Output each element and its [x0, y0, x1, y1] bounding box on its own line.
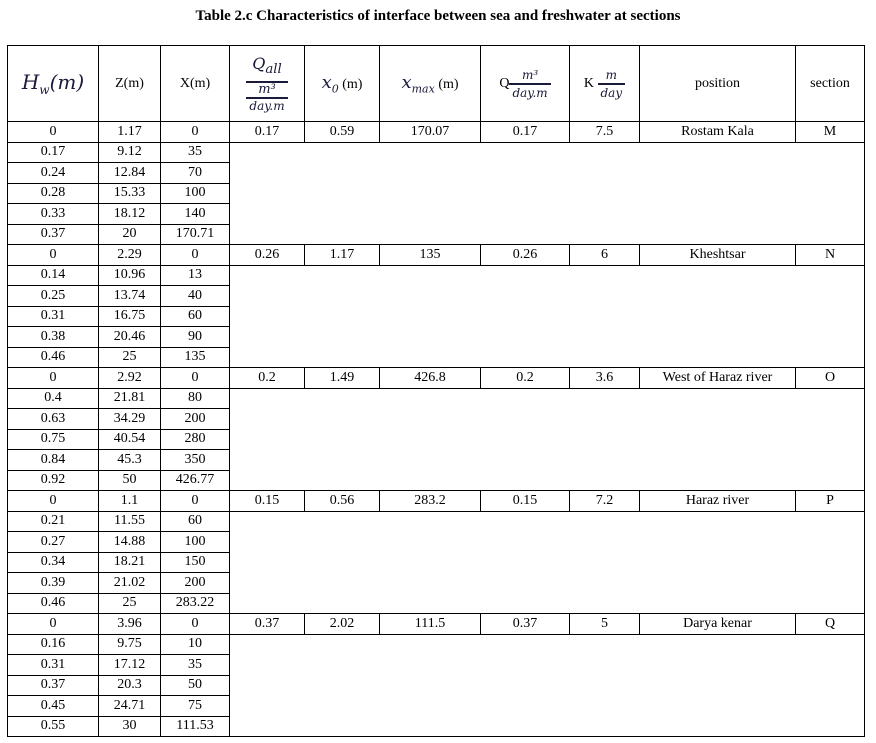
cell-z: 17.12 — [99, 655, 161, 676]
cell-x: 35 — [161, 142, 230, 163]
cell-section: O — [796, 368, 865, 389]
cell-z: 25 — [99, 347, 161, 368]
cell-x: 90 — [161, 327, 230, 348]
cell-x: 50 — [161, 675, 230, 696]
cell-x0: 2.02 — [305, 614, 380, 635]
cell-x: 0 — [161, 491, 230, 512]
table-row — [8, 368, 865, 389]
cell-x: 350 — [161, 450, 230, 471]
cell-x: 70 — [161, 163, 230, 184]
table-row — [8, 142, 865, 163]
cell-x: 280 — [161, 429, 230, 450]
cell-hw: 0.46 — [8, 347, 99, 368]
header-z: Z(m) — [99, 46, 161, 122]
cell-x: 283.22 — [161, 593, 230, 614]
table-row — [8, 245, 865, 266]
cell-x: 100 — [161, 532, 230, 553]
header-k: K $\frac{m}{\text{day}}$ — [570, 46, 640, 122]
cell-hw: 0.84 — [8, 450, 99, 471]
cell-section: P — [796, 491, 865, 512]
header-section: section — [796, 46, 865, 122]
table-row — [8, 511, 865, 532]
blank-cell — [230, 142, 865, 245]
cell-hw: 0.75 — [8, 429, 99, 450]
cell-x: 200 — [161, 573, 230, 594]
cell-z: 30 — [99, 716, 161, 737]
table-row — [8, 634, 865, 655]
cell-qall: 0.26 — [230, 245, 305, 266]
cell-x: 60 — [161, 306, 230, 327]
cell-z: 50 — [99, 470, 161, 491]
cell-hw: 0.27 — [8, 532, 99, 553]
cell-qall: 0.2 — [230, 368, 305, 389]
cell-hw: 0.63 — [8, 409, 99, 430]
cell-z: 20.3 — [99, 675, 161, 696]
cell-position: Kheshtsar — [640, 245, 796, 266]
characteristics-table — [7, 45, 865, 737]
table-row — [8, 265, 865, 286]
cell-x: 170.71 — [161, 224, 230, 245]
cell-hw: 0.39 — [8, 573, 99, 594]
cell-z: 9.75 — [99, 634, 161, 655]
cell-x: 0 — [161, 368, 230, 389]
cell-hw: 0.14 — [8, 265, 99, 286]
cell-hw: 0.16 — [8, 634, 99, 655]
cell-q: 0.37 — [481, 614, 570, 635]
cell-k: 3.6 — [570, 368, 640, 389]
table-row — [8, 491, 865, 512]
cell-x: 140 — [161, 204, 230, 225]
cell-z: 25 — [99, 593, 161, 614]
cell-x: 13 — [161, 265, 230, 286]
cell-hw: 0 — [8, 122, 99, 143]
cell-x: 0 — [161, 122, 230, 143]
cell-section: M — [796, 122, 865, 143]
cell-k: 7.2 — [570, 491, 640, 512]
cell-hw: 0.4 — [8, 388, 99, 409]
cell-z: 20.46 — [99, 327, 161, 348]
header-x0: $x_0$ (m) — [305, 46, 380, 122]
cell-hw: 0.17 — [8, 142, 99, 163]
cell-xmax: 135 — [380, 245, 481, 266]
cell-position: Rostam Kala — [640, 122, 796, 143]
cell-hw: 0.33 — [8, 204, 99, 225]
cell-qall: 0.17 — [230, 122, 305, 143]
cell-hw: 0.24 — [8, 163, 99, 184]
cell-hw: 0 — [8, 491, 99, 512]
cell-z: 12.84 — [99, 163, 161, 184]
cell-z: 13.74 — [99, 286, 161, 307]
cell-position: West of Haraz river — [640, 368, 796, 389]
cell-position: Darya kenar — [640, 614, 796, 635]
cell-z: 3.96 — [99, 614, 161, 635]
cell-hw: 0.28 — [8, 183, 99, 204]
table-body — [8, 122, 865, 737]
cell-z: 18.12 — [99, 204, 161, 225]
cell-q: 0.17 — [481, 122, 570, 143]
cell-x0: 0.56 — [305, 491, 380, 512]
cell-z: 11.55 — [99, 511, 161, 532]
cell-hw: 0 — [8, 614, 99, 635]
cell-x: 80 — [161, 388, 230, 409]
cell-x: 150 — [161, 552, 230, 573]
cell-hw: 0.55 — [8, 716, 99, 737]
cell-x: 200 — [161, 409, 230, 430]
cell-section: Q — [796, 614, 865, 635]
cell-x0: 1.17 — [305, 245, 380, 266]
cell-k: 6 — [570, 245, 640, 266]
cell-z: 2.92 — [99, 368, 161, 389]
cell-qall: 0.15 — [230, 491, 305, 512]
cell-xmax: 170.07 — [380, 122, 481, 143]
header-x: X(m) — [161, 46, 230, 122]
table-row — [8, 614, 865, 635]
cell-hw: 0.31 — [8, 306, 99, 327]
cell-hw: 0.46 — [8, 593, 99, 614]
cell-hw: 0 — [8, 245, 99, 266]
header-q: Q $\frac{\text{m³}}{\text{day.m}}$ — [481, 46, 570, 122]
table-row — [8, 388, 865, 409]
cell-section: N — [796, 245, 865, 266]
cell-z: 21.81 — [99, 388, 161, 409]
cell-z: 18.21 — [99, 552, 161, 573]
header-xmax: $x_{max}$ (m) — [380, 46, 481, 122]
cell-x: 0 — [161, 245, 230, 266]
blank-cell — [230, 634, 865, 737]
cell-z: 1.1 — [99, 491, 161, 512]
cell-x: 35 — [161, 655, 230, 676]
table-caption: Table 2.c Characteristics of interface between sea and freshwater at sections — [195, 8, 681, 24]
cell-x: 10 — [161, 634, 230, 655]
cell-xmax: 283.2 — [380, 491, 481, 512]
cell-x0: 1.49 — [305, 368, 380, 389]
cell-k: 5 — [570, 614, 640, 635]
cell-x: 40 — [161, 286, 230, 307]
cell-hw: 0.25 — [8, 286, 99, 307]
header-position: position — [640, 46, 796, 122]
blank-cell — [230, 265, 865, 368]
cell-hw: 0 — [8, 368, 99, 389]
cell-z: 34.29 — [99, 409, 161, 430]
cell-hw: 0.38 — [8, 327, 99, 348]
blank-cell — [230, 511, 865, 614]
cell-z: 45.3 — [99, 450, 161, 471]
cell-x: 75 — [161, 696, 230, 717]
cell-qall: 0.37 — [230, 614, 305, 635]
cell-z: 16.75 — [99, 306, 161, 327]
cell-z: 40.54 — [99, 429, 161, 450]
cell-xmax: 426.8 — [380, 368, 481, 389]
cell-hw: 0.92 — [8, 470, 99, 491]
cell-x: 135 — [161, 347, 230, 368]
cell-z: 2.29 — [99, 245, 161, 266]
cell-z: 14.88 — [99, 532, 161, 553]
cell-z: 1.17 — [99, 122, 161, 143]
cell-z: 24.71 — [99, 696, 161, 717]
cell-hw: 0.45 — [8, 696, 99, 717]
cell-hw: 0.37 — [8, 675, 99, 696]
cell-x: 111.53 — [161, 716, 230, 737]
cell-q: 0.26 — [481, 245, 570, 266]
cell-z: 21.02 — [99, 573, 161, 594]
cell-x: 100 — [161, 183, 230, 204]
cell-z: 15.33 — [99, 183, 161, 204]
cell-position: Haraz river — [640, 491, 796, 512]
cell-q: 0.2 — [481, 368, 570, 389]
cell-x: 426.77 — [161, 470, 230, 491]
cell-hw: 0.31 — [8, 655, 99, 676]
cell-x0: 0.59 — [305, 122, 380, 143]
cell-z: 10.96 — [99, 265, 161, 286]
cell-k: 7.5 — [570, 122, 640, 143]
cell-z: 9.12 — [99, 142, 161, 163]
cell-z: 20 — [99, 224, 161, 245]
cell-x: 0 — [161, 614, 230, 635]
blank-cell — [230, 388, 865, 491]
header-row — [8, 46, 865, 122]
cell-xmax: 111.5 — [380, 614, 481, 635]
cell-hw: 0.21 — [8, 511, 99, 532]
header-hw: $H_w(m)$ — [8, 46, 99, 122]
cell-x: 60 — [161, 511, 230, 532]
cell-hw: 0.34 — [8, 552, 99, 573]
cell-q: 0.15 — [481, 491, 570, 512]
header-qall: $Q_{all}$ m³ day.m — [230, 46, 305, 122]
cell-hw: 0.37 — [8, 224, 99, 245]
table-row — [8, 122, 865, 143]
